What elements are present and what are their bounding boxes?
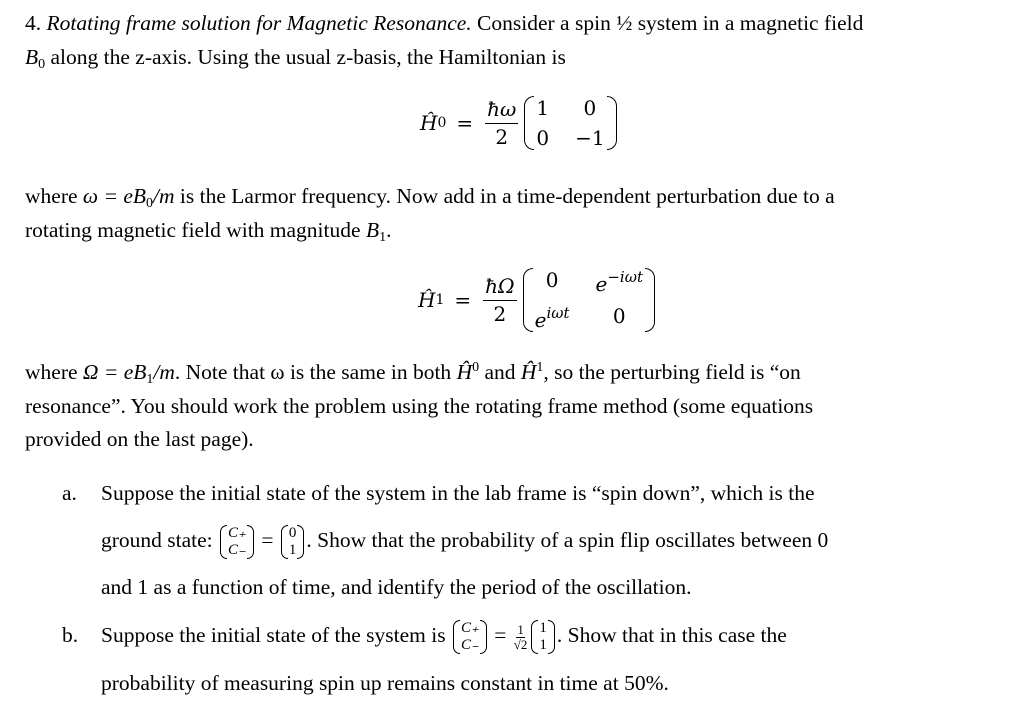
h1-symbol: Ĥ [418,288,436,312]
h1-matrix [523,268,655,332]
frac-num: ħΩ [483,274,516,301]
problem-text: and [479,360,521,384]
vector-cell: C₊ [460,620,479,637]
part-text: Suppose the initial state of the system is [101,623,451,647]
vector-cell: C₋ [460,637,479,654]
matrix-cell: 0 [583,96,597,120]
vector-cell: 1 [539,620,547,637]
vector-cell: C₋ [228,542,246,559]
b0-subscript: 0 [38,57,46,72]
part-text: ground state: [101,528,219,552]
problem-line-1 [25,10,863,36]
matrix-cell: 1 [536,96,550,120]
h0-fraction [485,97,518,149]
state-vector [220,525,254,559]
part-text: . Show that in this case the [556,623,787,647]
problem-text: . Note that ω is the same in both [174,360,457,384]
part-a-line-2: ground state: C₊ C₋ = 0 1 . Show that the probability of a spin flip oscillates between 0 [101,525,829,559]
exp-power: iωt [546,304,570,322]
problem-line-3: where $\omega = eB_0/m$ is the Larmor frequency. Now add in a time-dependent perturbation due to a [25,184,835,211]
problem-line-7: provided on the last page). [25,427,254,451]
equals: = [454,288,472,312]
state-vector [453,620,487,654]
part-b-line-2: probability of measuring spin up remains constant in time at 50%. [101,671,669,695]
exp-e: e [595,272,608,296]
matrix-cell [535,304,570,332]
vector-cell: 1 [539,637,547,654]
problem-line-5: where $\Omega = eB_1/m$. Note that ω is the same in both $Ĥ^0$ and $Ĥ^1$, so the perturbing field is “on [25,360,801,387]
hamiltonian-h0: Ĥ 0 = $\frac{ħ\omega}{2}$ 1 0 0 −1 [420,96,617,150]
part-b-label: b. [62,623,79,647]
problem-line-6: resonance”. You should work the problem using the rotating frame method (some equations [25,394,814,418]
frac-den: √2 [513,636,528,652]
exp-e: e [534,308,547,332]
problem-line-2 [25,44,566,70]
equals: = [456,111,474,135]
h0-matrix [524,96,616,150]
frac-num: ħω [485,97,518,124]
problem-text: Consider a spin ½ system in a magnetic field [471,11,864,35]
vector-cell: 0 [288,525,297,542]
matrix-cell: 0 [536,126,550,150]
exp-power: −iωt [607,268,643,286]
matrix-cell [596,268,643,296]
problem-text: along the z-axis. Using the usual z-basis, the Hamiltonian is [50,45,566,69]
vector-cell: C₊ [228,525,246,542]
frac-den: 2 [493,302,507,326]
normalization-fraction [514,623,528,652]
part-a-line-1: Suppose the initial state of the system in the lab frame is “spin down”, which is the [101,481,815,505]
matrix-cell: 0 [612,304,626,328]
frac-den: 2 [495,125,509,149]
vector-cell: 1 [288,542,297,559]
larmor-eq: ω = eB [82,184,147,208]
matrix-cell: −1 [575,126,605,150]
frac-num: 1 [517,621,524,637]
problem-text: is the Larmor frequency. Now add in a time-dependent perturbation due to a [174,184,835,208]
problem-line-4: rotating magnetic field with magnitude $B_1$. [25,218,392,245]
problem-text: rotating magnetic field with magnitude [25,218,366,242]
hamiltonian-h1: Ĥ 1 = $\frac{ħ\Omega}{2}$ 0 $e^{-i\omega t}$ $e^{i\omega t}$ 0 [418,268,655,332]
problem-number: 4. [25,11,42,35]
part-text: . Show that the probability of a spin flip oscillates between 0 [306,528,829,552]
part-a-line-3: and 1 as a function of time, and identify the period of the oscillation. [101,575,692,599]
part-a-label: a. [62,481,77,505]
problem-text: , so the perturbing field is “on [543,360,801,384]
part-b-line-1: Suppose the initial state of the system is C₊ C₋ = $\frac{1}{√2}$ 1 1 . Show that in this case the [101,620,787,654]
problem-title: Rotating frame solution for Magnetic Resonance. [46,11,472,35]
omega-eq: Ω = eB [82,360,147,384]
problem-text: where [25,184,83,208]
matrix-cell: 0 [545,268,559,292]
value-vector [531,620,555,654]
problem-text: where [25,360,83,384]
h1-fraction [483,274,516,326]
value-vector [281,525,305,559]
larmor-eq-m: /m [153,184,175,208]
h0-symbol: Ĥ [420,111,438,135]
b0-symbol: B [25,45,39,69]
